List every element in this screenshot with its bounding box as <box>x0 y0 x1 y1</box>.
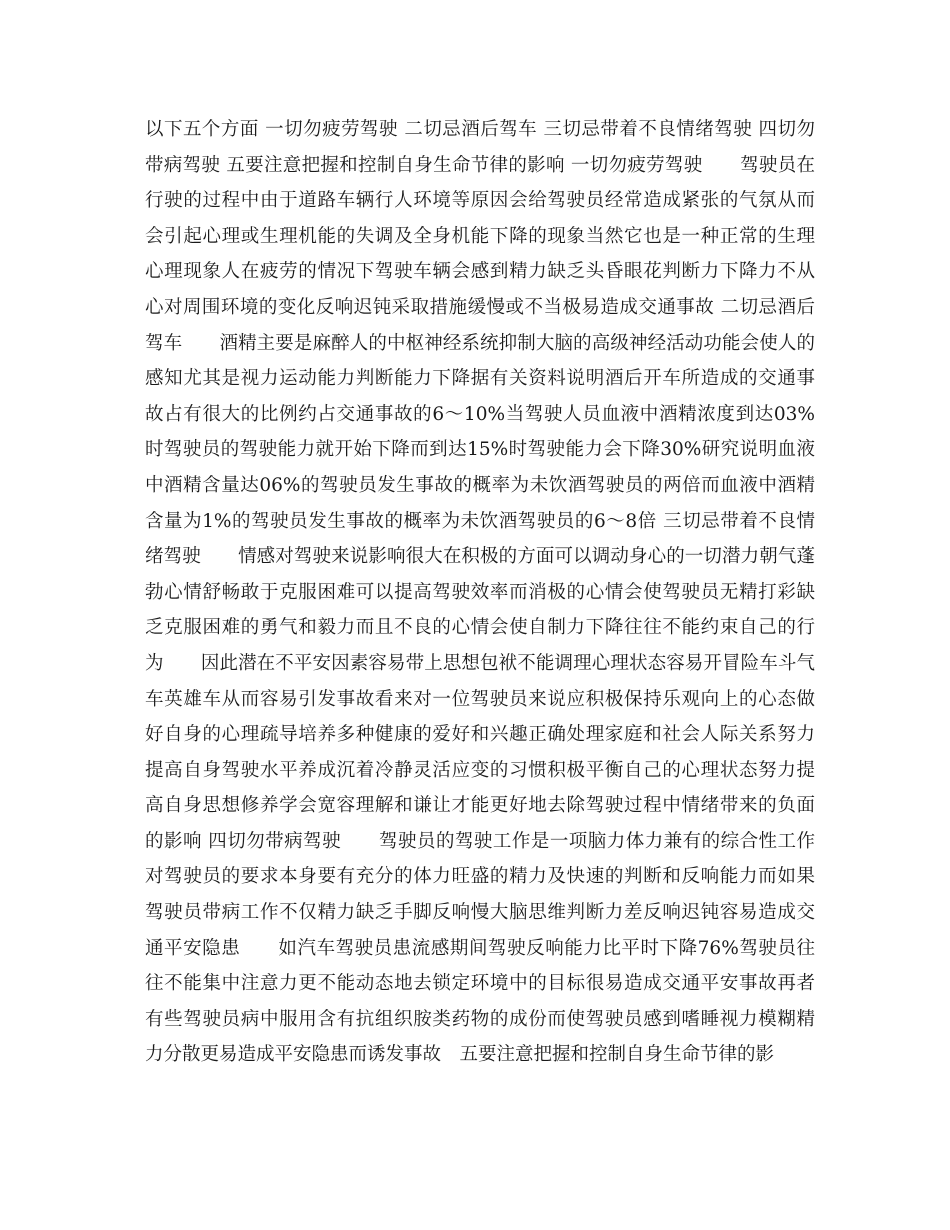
text-line: 车英雄车从而容易引发事故看来对一位驾驶员来说应积极保持乐观向上的心态做 <box>145 688 815 710</box>
text-line: 勃心情舒畅敢于克服困难可以提高驾驶效率而消极的心情会使驾驶员无精打彩缺 <box>145 581 815 603</box>
text-line: 往不能集中注意力更不能动态地去锁定环境中的目标很易造成交通平安事故再者 <box>145 973 815 995</box>
text-line: 故占有很大的比例约占交通事故的6～10%当驾驶人员血液中酒精浓度到达03% <box>145 403 815 425</box>
text-line: 行驶的过程中由于道路车辆行人环境等原因会给驾驶员经常造成紧张的气氛从而 <box>145 190 815 212</box>
text-line: 的影响 四切勿带病驾驶 驾驶员的驾驶工作是一项脑力体力兼有的综合性工作 <box>145 830 815 852</box>
text-line: 驾车 酒精主要是麻醉人的中枢神经系统抑制大脑的高级神经活动功能会使人的 <box>145 332 815 354</box>
text-line: 心对周围环境的变化反响迟钝采取措施缓慢或不当极易造成交通事故 二切忌酒后 <box>145 296 815 318</box>
text-line: 有些驾驶员病中服用含有抗组织胺类药物的成份而使驾驶员感到嗜睡视力模糊精 <box>145 1008 815 1030</box>
text-line: 带病驾驶 五要注意把握和控制自身生命节律的影响 一切勿疲劳驾驶 驾驶员在 <box>145 154 815 176</box>
text-line: 会引起心理或生理机能的失调及全身机能下降的现象当然它也是一种正常的生理 <box>145 225 815 247</box>
text-line: 通平安隐患 如汽车驾驶员患流感期间驾驶反响能力比平时下降76%驾驶员往 <box>145 937 815 959</box>
body-text <box>145 112 815 1073</box>
text-line: 绪驾驶 情感对驾驶来说影响很大在积极的方面可以调动身心的一切潜力朝气蓬 <box>145 546 815 568</box>
text-line: 高自身思想修养学会宽容理解和谦让才能更好地去除驾驶过程中情绪带来的负面 <box>145 795 815 817</box>
text-line: 好自身的心理疏导培养多种健康的爱好和兴趣正确处理家庭和社会人际关系努力 <box>145 724 815 746</box>
text-line: 含量为1%的驾驶员发生事故的概率为未饮酒驾驶员的6～8倍 三切忌带着不良情 <box>145 510 815 532</box>
text-line: 时驾驶员的驾驶能力就开始下降而到达15%时驾驶能力会下降30%研究说明血液 <box>145 439 815 461</box>
text-line: 对驾驶员的要求本身要有充分的体力旺盛的精力及快速的判断和反响能力而如果 <box>145 866 815 888</box>
text-line: 心理现象人在疲劳的情况下驾驶车辆会感到精力缺乏头昏眼花判断力下降力不从 <box>145 261 815 283</box>
text-line: 中酒精含量达06%的驾驶员发生事故的概率为未饮酒驾驶员的两倍而血液中酒精 <box>145 474 815 496</box>
text-line: 提高自身驾驶水平养成沉着冷静灵活应变的习惯积极平衡自己的心理状态努力提 <box>145 759 815 781</box>
text-line: 感知尤其是视力运动能力判断能力下降据有关资料说明酒后开车所造成的交通事 <box>145 368 815 390</box>
text-line: 为 因此潜在不平安因素容易带上思想包袱不能调理心理状态容易开冒险车斗气 <box>145 652 815 674</box>
text-line: 驾驶员带病工作不仅精力缺乏手脚反响慢大脑思维判断力差反响迟钝容易造成交 <box>145 902 815 924</box>
text-line: 以下五个方面 一切勿疲劳驾驶 二切忌酒后驾车 三切忌带着不良情绪驾驶 四切勿 <box>145 119 815 140</box>
text-line: 力分散更易造成平安隐患而诱发事故 五要注意把握和控制自身生命节律的影 <box>145 1044 775 1066</box>
text-line: 乏克服困难的勇气和毅力而且不良的心情会使自制力下降往往不能约束自己的行 <box>145 617 815 639</box>
